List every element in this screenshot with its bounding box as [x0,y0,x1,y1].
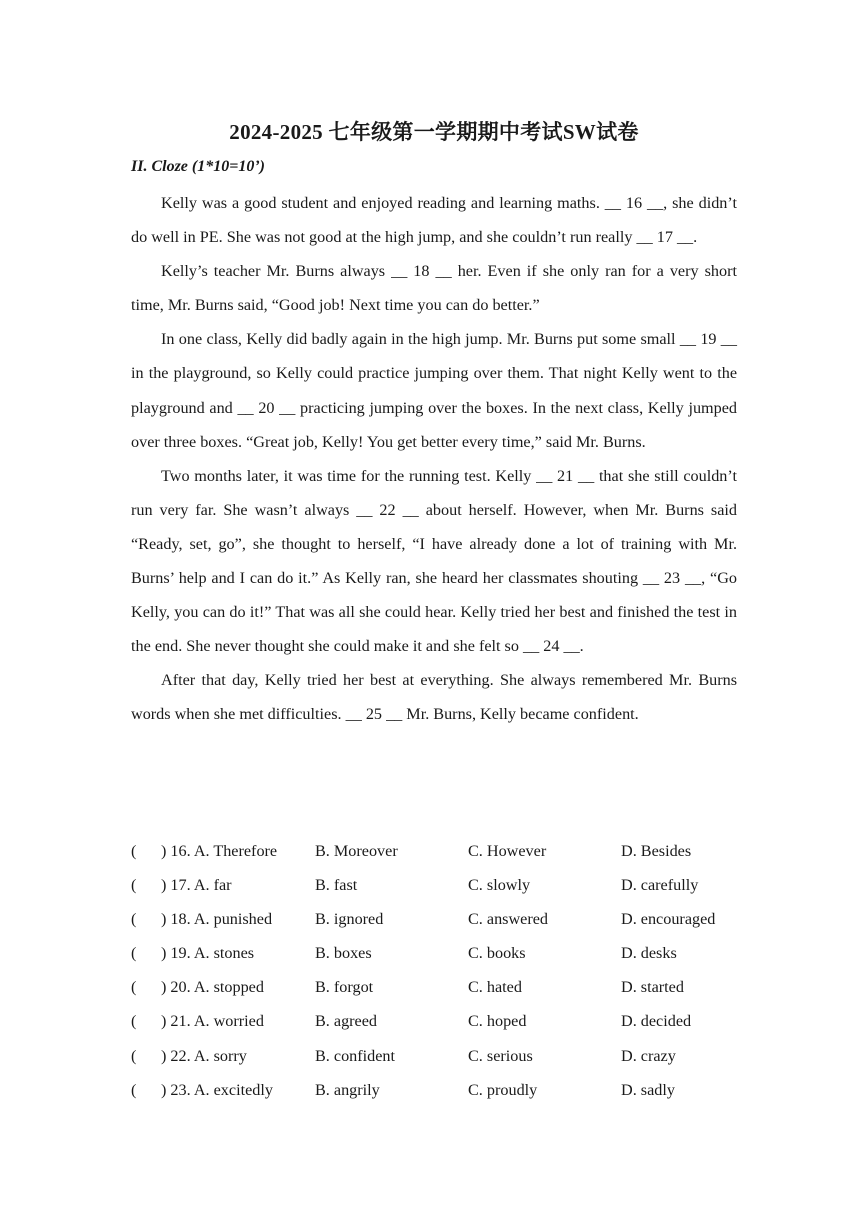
question-option-c: C. However [468,842,547,860]
answer-blank: ( [131,842,137,860]
question-option-c: C. hated [468,978,522,997]
question-option-d: D. Besides [621,842,692,860]
question-option-d: D. carefully [621,876,699,895]
passage-paragraph: Kelly was a good student and enjoyed reading and learning maths. __ 16 __, she didn’t do well in PE. She was not good at the high jump, and she couldn’t run really __ 17 __. [131,194,737,247]
question-row [131,1004,751,1038]
cloze-passage [131,186,737,732]
question-option-d: D. sadly [621,1080,675,1099]
answer-blank: ( [131,978,137,997]
question-option-d: D. decided [621,1012,692,1031]
question-option-a: ) 20. A. stopped [161,978,264,997]
question-option-b: B. fast [315,876,358,895]
question-option-a: ) 17. A. far [161,876,232,895]
question-option-b: B. agreed [315,1012,378,1031]
question-option-b: B. angrily [315,1080,380,1099]
answer-blank: ( [131,1080,137,1099]
passage-paragraph: Kelly’s teacher Mr. Burns always __ 18 __ her. Even if she only ran for a very short time, Mr. Burns said, “Good job! Next time you can do better.” [131,262,737,315]
question-row [131,936,751,970]
question-option-c: C. books [468,944,526,963]
answer-blank: ( [131,910,137,929]
question-option-c: C. serious [468,1046,533,1065]
question-row [131,868,751,902]
question-option-c: C. proudly [468,1080,538,1099]
answer-blank: ( [131,1012,137,1031]
question-option-a: ) 19. A. stones [161,944,255,963]
question-option-c: C. answered [468,910,549,929]
question-option-b: B. boxes [315,944,372,963]
question-option-a: ) 21. A. worried [161,1012,264,1031]
question-option-a: ) 23. A. excitedly [161,1080,273,1099]
question-option-d: D. desks [621,944,677,963]
answer-blank: ( [131,1046,137,1065]
question-option-b: B. confident [315,1046,396,1065]
question-option-b: B. ignored [315,910,384,929]
question-row [131,834,751,868]
question-row [131,902,751,936]
question-option-b: B. Moreover [315,842,398,860]
question-option-a: ) 18. A. punished [161,910,273,929]
question-option-b: B. forgot [315,978,374,997]
question-list [131,834,751,1107]
passage-paragraph: Two months later, it was time for the running test. Kelly __ 21 __ that she still couldn’t run very far. She wasn’t always __ 22 __ about herself. However, when Mr. Burns said “Ready, set, go”, she thought to herself, “I have already done a lot of training with Mr. Burns’ help and I can do it.” As Kelly ran, she heard her classmates shouting __ 23 __, “Go Kelly, you can do it!” That was all she could hear. Kelly tried her best and finished the test in the end. She never thought she could make it and she felt so __ 24 __. [131,466,737,656]
answer-blank: ( [131,944,137,963]
answer-blank: ( [131,876,137,895]
question-row [131,970,751,1004]
passage-paragraph: After that day, Kelly tried her best at everything. She always remembered Mr. Burns words when she met difficulties. __ 25 __ Mr. Burns, Kelly became confident. [131,671,737,724]
question-option-a: ) 16. A. Therefore [161,842,278,860]
question-row [131,1073,751,1107]
passage-paragraph: In one class, Kelly did badly again in the high jump. Mr. Burns put some small __ 19 __ in the playground, so Kelly could practice jumping over them. That night Kelly went to the playground and __ 20 __ practicing jumping over the boxes. In the next class, Kelly jumped over three boxes. “Great job, Kelly! You get better every time,” said Mr. Burns. [131,330,737,451]
question-option-d: D. crazy [621,1046,676,1065]
question-option-c: C. slowly [468,876,531,895]
exam-title: 2024-2025 七年级第一学期期中考试SW试卷 [229,120,639,144]
question-option-d: D. started [621,978,684,997]
section-heading: II. Cloze (1*10=10’) [131,158,265,175]
question-option-a: ) 22. A. sorry [161,1046,247,1065]
question-row [131,1039,751,1073]
question-option-c: C. hoped [468,1012,527,1031]
question-option-d: D. encouraged [621,910,716,929]
